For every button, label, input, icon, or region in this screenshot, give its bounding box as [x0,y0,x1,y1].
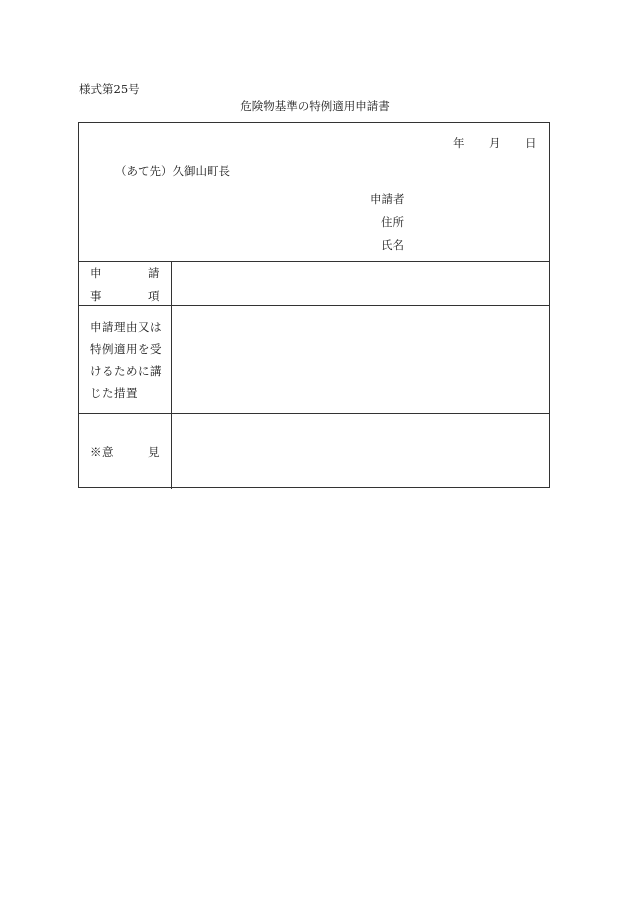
date-month-label: 月 [489,136,501,150]
label-char: 申 [90,266,102,280]
application-items-label-line-2 [90,288,160,304]
reason-measures-row [79,306,549,414]
application-items-label-line-1 [90,265,160,281]
applicant-heading: 申請者 [370,192,405,206]
opinion-value-cell[interactable] [172,414,549,489]
application-form-table [78,122,550,488]
application-items-row [79,261,549,306]
label-char: ※意 [90,445,114,459]
applicant-name-label: 氏名 [381,238,404,252]
label-char: 事 [90,289,102,303]
reason-measures-value-cell[interactable] [172,306,549,413]
applicant-address-label: 住所 [381,215,404,229]
addressee: （あて先）久御山町長 [115,164,230,178]
date-day-label: 日 [525,136,537,150]
form-header-block [79,123,549,262]
reason-label-line-4: じた措置 [90,386,138,400]
reason-label-line-2: 特例適用を受 [90,342,162,356]
label-char: 請 [148,266,160,280]
reason-measures-label-cell [79,306,172,413]
application-items-label-cell [79,261,172,305]
label-char: 項 [148,289,160,303]
opinion-label-cell [79,414,172,489]
opinion-row [79,414,549,489]
document-title: 危険物基準の特例適用申請書 [240,99,390,113]
opinion-label-line [90,444,160,460]
date-year-label: 年 [453,136,465,150]
reason-label-line-1: 申請理由又は [90,320,162,334]
application-items-value-cell[interactable] [172,261,549,305]
reason-label-line-3: けるために講 [90,364,162,378]
label-char: 見 [148,445,160,459]
form-number: 様式第25号 [79,82,140,96]
